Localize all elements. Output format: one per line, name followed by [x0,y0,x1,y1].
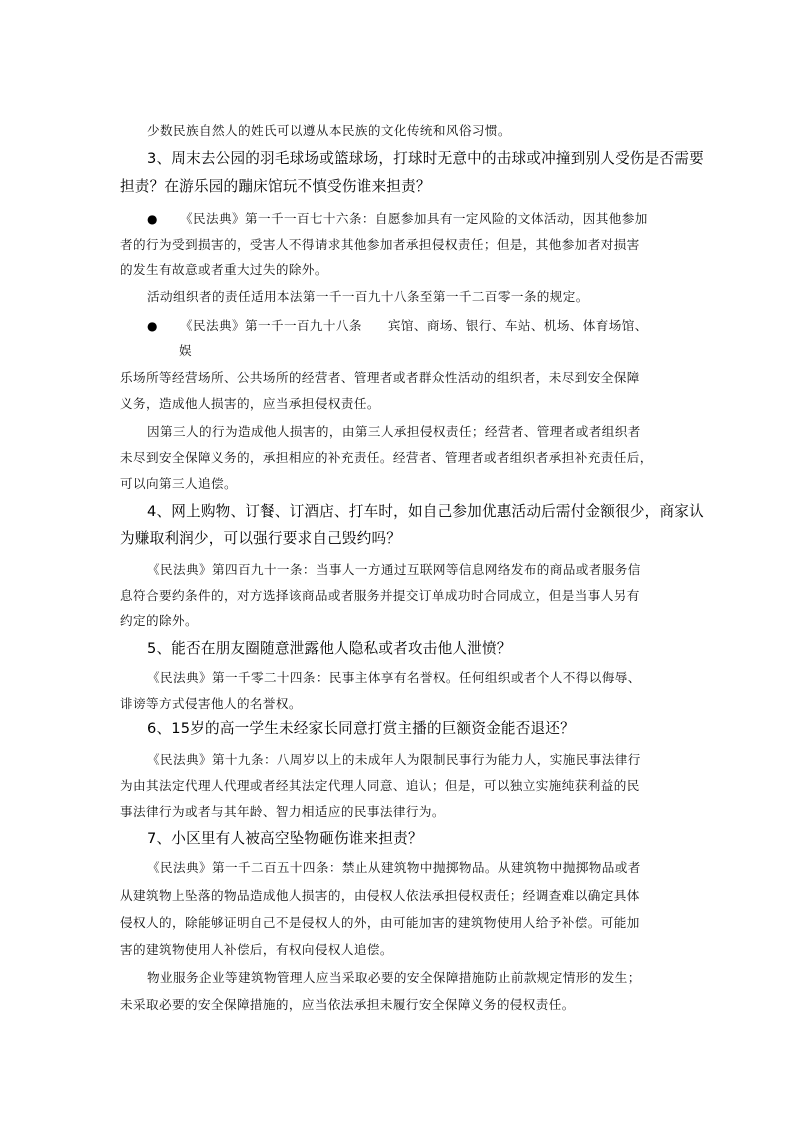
text-line: 息符合要约条件的，对方选择该商品或者服务并提交订单成功时合同成立，但是当事人另有 [120,588,640,603]
question-heading: 为赚取利润少，可以强行要求自己毁约吗？ [120,530,402,547]
text-line: 的发生有故意或者重大过失的除外。 [120,262,328,277]
bullet-icon: ● [147,319,158,333]
text-line: 侵权人的，除能够证明自己不是侵权人的外，由可能加害的建筑物使用人给予补偿。可能加 [120,915,640,930]
text-line: 活动组织者的责任适用本法第一千一百九十八条至第一千二百零一条的规定。 [147,289,589,304]
question-heading: 担责？在游乐园的蹦床馆玩不慎受伤谁来担责？ [120,178,431,195]
text-line: 事法律行为或者与其年龄、智力相适应的民事法律行为。 [120,804,445,819]
question-heading: 5、能否在朋友圈随意泄露他人隐私或者攻击他人泄愤？ [147,640,512,657]
text-line: 《民法典》第一千二百五十四条：禁止从建筑物中抛掷物品。从建筑物中抛掷物品或者 [147,860,641,875]
text-line: 因第三人的行为造成他人损害的，由第三人承担侵权责任；经营者、管理者或者组织者 [147,424,641,439]
text-line: 为由其法定代理人代理或者经其法定代理人同意、追认；但是，可以独立实施纯获利益的民 [120,778,640,793]
text-line: 诽谤等方式侵害他人的名誉权。 [120,696,302,711]
text-line: 乐场所等经营场所、公共场所的经营者、管理者或者群众性活动的组织者，未尽到安全保障 [120,370,640,385]
text-line: 害的建筑物使用人补偿后，有权向侵权人追偿。 [120,942,393,957]
question-heading: 7、小区里有人被高空坠物砸伤谁来担责？ [147,830,423,847]
text-line: 可以向第三人追偿。 [120,476,237,491]
question-heading: 4、网上购物、订餐、订酒店、打车时，如自己参加优惠活动后需付金额很少，商家认 [147,503,704,520]
question-heading: 3、周末去公园的羽毛球场或篮球场，打球时无意中的击球或冲撞到别人受伤是否需要 [147,150,704,167]
text-line: 《民法典》第四百九十一条：当事人一方通过互联网等信息网络发布的商品或者服务信 [147,562,641,577]
text-line: 未采取必要的安全保障措施的，应当依法承担未履行安全保障义务的侵权责任。 [120,997,575,1012]
text-line: 《民法典》第一千一百九十八条 宾馆、商场、银行、车站、机场、体育场馆、 [180,318,648,333]
text-line: 义务，造成他人损害的，应当承担侵权责任。 [120,396,380,411]
question-heading: 6、15岁的高一学生未经家长同意打赏主播的巨额资金能否退还？ [147,720,575,737]
bullet-icon: ● [147,212,158,226]
text-line: 《民法典》第一千一百七十六条：自愿参加具有一定风险的文体活动，因其他参加 [180,211,648,226]
text-line: 从建筑物上坠落的物品造成他人损害的，由侵权人依法承担侵权责任；经调查难以确定具体 [120,888,640,903]
text-line: 少数民族自然人的姓氏可以遵从本民族的文化传统和风俗习惯。 [147,123,511,138]
text-line: 者的行为受到损害的，受害人不得请求其他参加者承担侵权责任；但是，其他参加者对损害 [120,237,640,252]
text-line: 约定的除外。 [120,613,198,628]
text-line: 《民法典》第一千零二十四条：民事主体享有名誉权。任何组织或者个人不得以侮辱、 [147,670,641,685]
text-line: 《民法典》第十九条：八周岁以上的未成年人为限制民事行为能力人，实施民事法律行 [147,752,641,767]
text-line: 未尽到安全保障义务的，承担相应的补充责任。经营者、管理者或者组织者承担补充责任后， [120,450,653,465]
text-line: 娱 [179,343,192,358]
text-line: 物业服务企业等建筑物管理人应当采取必要的安全保障措施防止前款规定情形的发生； [147,970,641,985]
